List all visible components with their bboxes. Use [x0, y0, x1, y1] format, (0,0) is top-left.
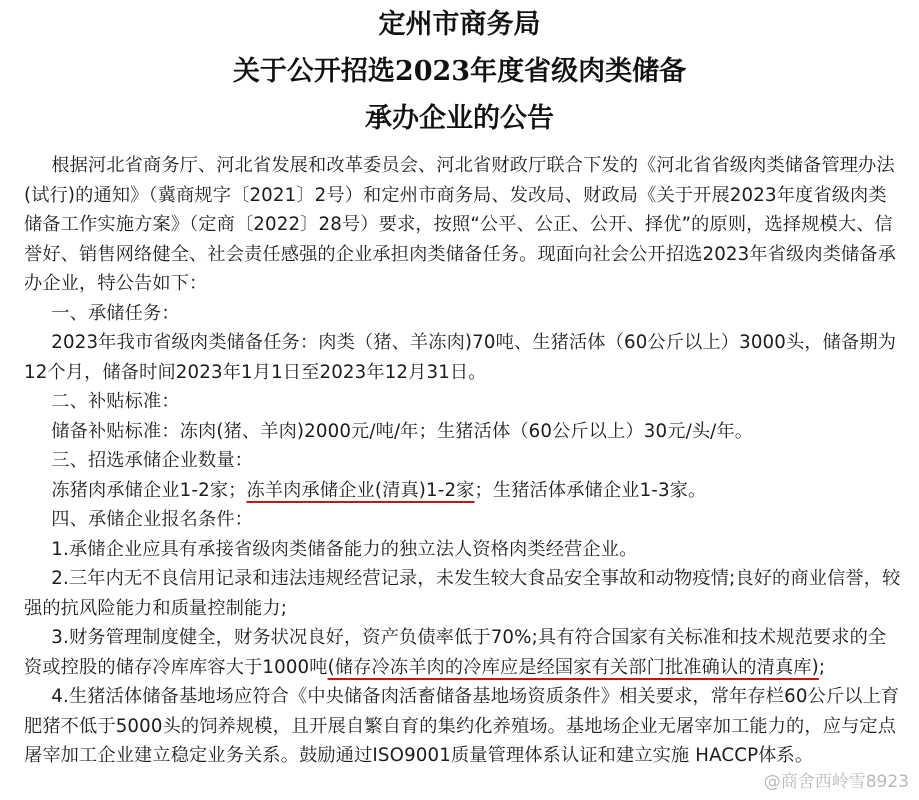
section-3-part3: ；生猪活体承储企业1-3家。 [474, 479, 707, 501]
condition-item-3-end: ; [818, 656, 826, 678]
doc-title-line1: 关于公开招选2023年度省级肉类储备 [232, 56, 687, 87]
condition-item-2: 2.三年内无不良信用记录和违法违规经营记录，未发生较大食品安全事故和动物疫情;良好的商业信誉，较强的抗风险能力和质量控制能力; [24, 568, 901, 619]
section-3-part1: 冻猪肉承储企业1-2家； [51, 479, 247, 501]
doc-body [24, 151, 904, 771]
highlight-halal-mutton: 冻羊肉承储企业(清真)1-2家 [246, 479, 475, 501]
highlight-halal-storage: (储存冷冻羊肉的冷库应是经国家有关部门批准确认的清真库) [327, 656, 819, 678]
section-4-heading: 四、承储企业报名条件： [51, 509, 254, 530]
section-1-heading: 一、承储任务： [51, 302, 180, 324]
section-2-text: 储备补贴标准：冻肉(猪、羊肉)2000元/吨/年；生猪活体（60公斤以上）30元/头/年。 [51, 420, 754, 442]
intro-paragraph: 根据河北省商务厅、河北省发展和改革委员会、河北省财政厅联合下发的《河北省省级肉类储备管理办法(试行)的通知》（冀商规字〔2021〕2号）和定州市商务局、发改局、财政局《关于开展2023年度省级肉类储备工作实施方案》（定商〔2022〕28号）要求，按照“公平、公正、公开、择优”的原则，选择规模大、信誉好、销售网络健全、社会责任感强的企业承担肉类储备任务。现面向社会公开招选2023年省级肉类储备承办企业，特公告如下： [24, 155, 897, 294]
condition-item-3-text: 3.财务管理制度健全，财务状况良好，资产负债率低于70%;具有符合国家有关标准和技术规范要求的全资或控股的储存冷库库容大于1000吨 [24, 627, 887, 678]
condition-item-1: 1.承储企业应具有承接省级肉类储备能力的独立法人资格肉类经营企业。 [51, 538, 638, 560]
condition-item-4: 4.生猪活体储备基地场应符合《中央储备肉活畜储备基地场资质条件》相关要求，常年存栏60公斤以上育肥猪不低于5000头的饲养规模，且开展自繁自育的集约化养殖场。基地场企业无屠宰加工能力的，应与定点屠宰加工企业建立稳定业务关系。鼓励通过ISO9001质量管理体系认证和建立实施 HACCP体系。 [24, 686, 900, 766]
condition-item-3 [24, 623, 904, 682]
section-3-heading: 三、招选承储企业数量： [51, 450, 254, 471]
section-1-text: 2023年我市省级肉类储备任务：肉类（猪、羊冻肉)70吨、生猪活体（60公斤以上）3000头，储备期为12个月，储备时间2023年1月1日至2023年12月31日。 [24, 332, 897, 383]
section-2-heading: 二、补贴标准： [51, 391, 180, 412]
section-3-text [24, 476, 904, 506]
doc-issuer: 定州市商务局 [378, 9, 541, 40]
doc-title-line2: 承办企业的公告 [365, 103, 554, 134]
watermark: @商舍西岭雪8923 [763, 772, 909, 792]
